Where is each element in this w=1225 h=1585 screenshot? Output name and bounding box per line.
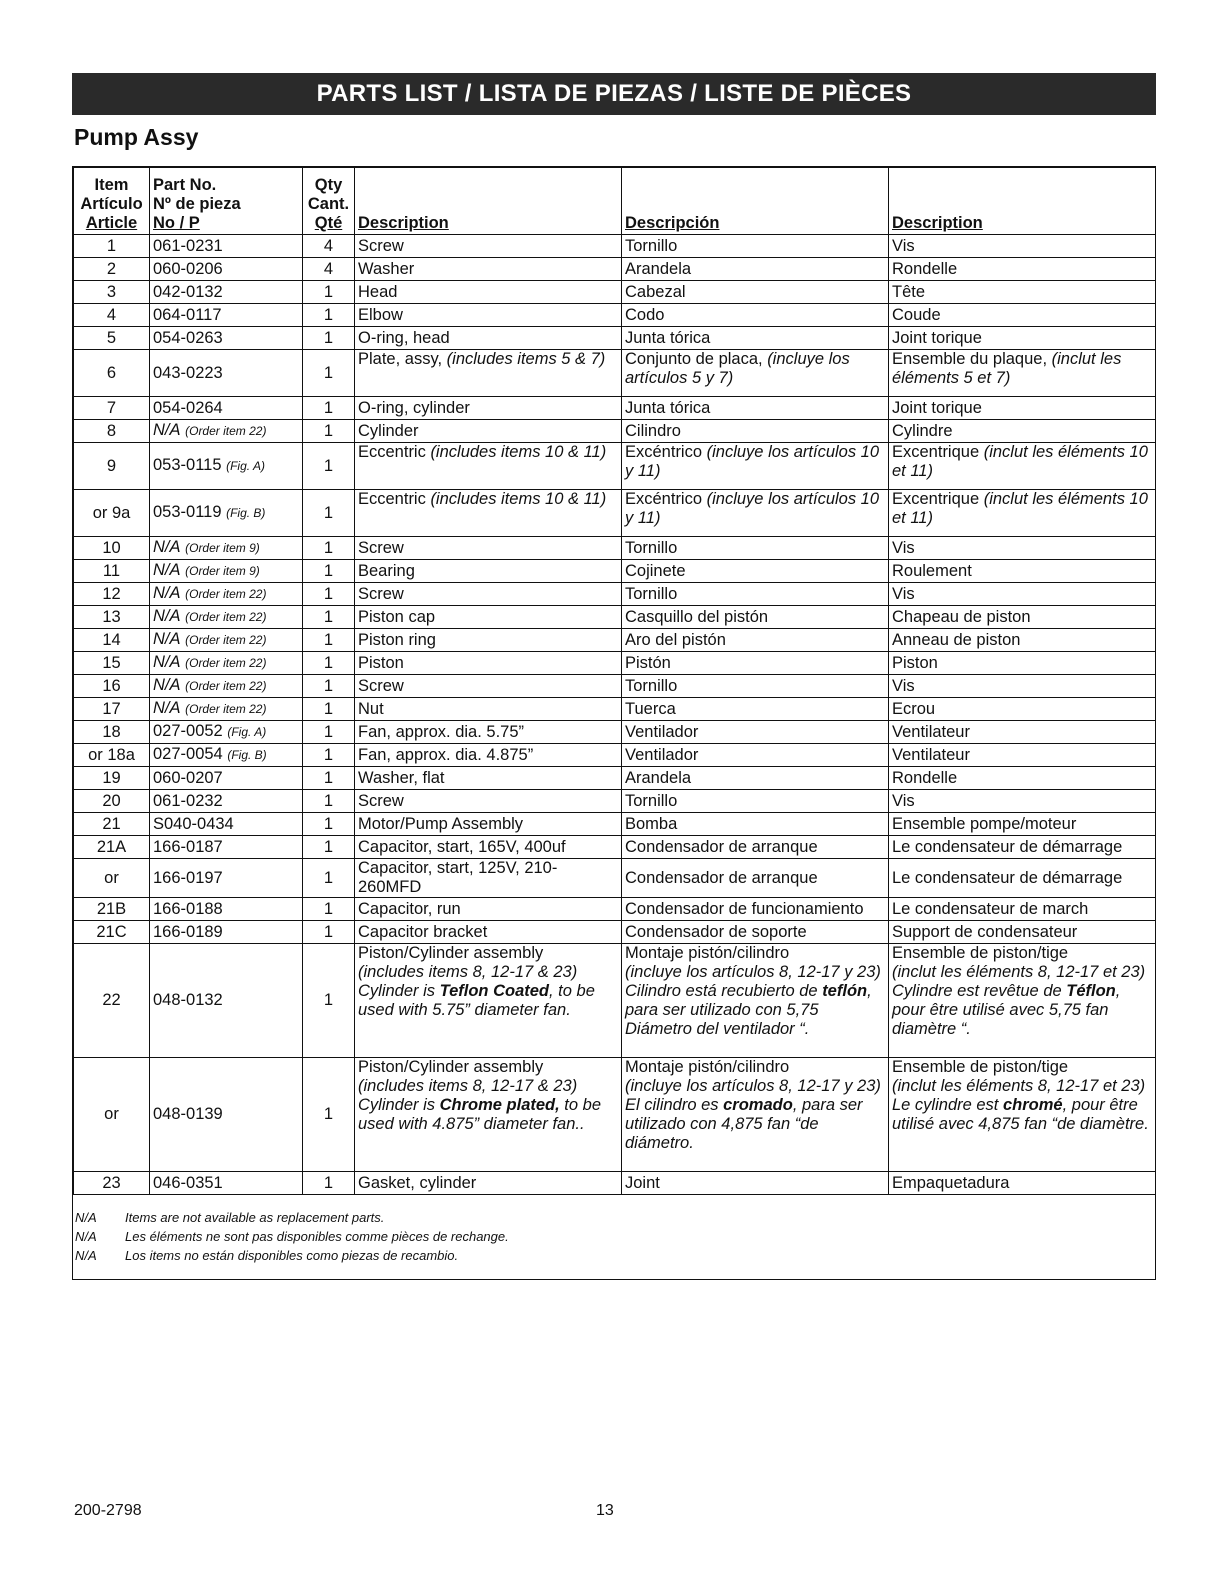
cell-desc-fr: Le condensateur de démarrage <box>889 859 1156 898</box>
cell-part-no: 048-0132 <box>150 944 303 1058</box>
footnote: N/A Les éléments ne sont pas disponibles comme pièces de rechange. <box>75 1229 509 1244</box>
cell-desc-es: Casquillo del pistón <box>622 606 889 629</box>
cell-part-no: 064-0117 <box>150 304 303 327</box>
header-row <box>74 168 1156 235</box>
cell-desc-fr: Excentrique (inclut les éléments 10 et 11) <box>889 443 1156 490</box>
cell-desc-fr: Piston <box>889 652 1156 675</box>
cell-desc-fr: Ecrou <box>889 698 1156 721</box>
doc-number: 200-2798 <box>74 1502 142 1519</box>
header-desc-en: Description <box>355 168 622 235</box>
cell-desc-fr: Support de condensateur <box>889 921 1156 944</box>
cell-part-no: 053-0115 (Fig. A) <box>150 443 303 490</box>
table-row <box>74 675 1156 698</box>
cell-desc-en: Screw <box>355 583 622 606</box>
cell-desc-fr: Anneau de piston <box>889 629 1156 652</box>
cell-item: or 9a <box>74 490 150 537</box>
cell-part-no: 053-0119 (Fig. B) <box>150 490 303 537</box>
table-row <box>74 350 1156 397</box>
cell-desc-es: Ventilador <box>622 721 889 744</box>
cell-qty: 1 <box>303 304 355 327</box>
cell-desc-en: Screw <box>355 235 622 258</box>
cell-part-no: 046-0351 <box>150 1172 303 1195</box>
cell-part-no: 166-0189 <box>150 921 303 944</box>
cell-desc-en: Eccentric (includes items 10 & 11) <box>355 443 622 490</box>
cell-qty: 1 <box>303 859 355 898</box>
cell-desc-en: Screw <box>355 537 622 560</box>
cell-desc-es: Montaje pistón/cilindro (incluye los artículos 8, 12-17 y 23) Cilindro está recubierto de teflón, para ser utilizado con 5,75 Diámetro del ventilador “. <box>622 944 889 1058</box>
cell-desc-en: Screw <box>355 675 622 698</box>
cell-desc-es: Tornillo <box>622 537 889 560</box>
section-title: Pump Assy <box>74 124 199 150</box>
header-part: Part No. Nº de pieza No / P <box>150 168 303 235</box>
cell-desc-en: Nut <box>355 698 622 721</box>
cell-part-no: N/A (Order item 22) <box>150 606 303 629</box>
cell-qty: 1 <box>303 560 355 583</box>
cell-qty: 1 <box>303 721 355 744</box>
banner: PARTS LIST / LISTA DE PIEZAS / LISTE DE PIÈCES <box>72 73 1156 115</box>
cell-qty: 4 <box>303 235 355 258</box>
cell-qty: 1 <box>303 350 355 397</box>
cell-desc-fr: Le condensateur de démarrage <box>889 836 1156 859</box>
cell-qty: 1 <box>303 675 355 698</box>
cell-item: 7 <box>74 397 150 420</box>
cell-item: 21A <box>74 836 150 859</box>
cell-item: 14 <box>74 629 150 652</box>
cell-desc-en: Cylinder <box>355 420 622 443</box>
table-row <box>74 698 1156 721</box>
cell-qty: 1 <box>303 652 355 675</box>
cell-qty: 1 <box>303 767 355 790</box>
table-row <box>74 304 1156 327</box>
cell-desc-fr: Joint torique <box>889 397 1156 420</box>
cell-part-no: 060-0206 <box>150 258 303 281</box>
cell-desc-es: Tornillo <box>622 675 889 698</box>
table-row <box>74 836 1156 859</box>
cell-desc-en: Gasket, cylinder <box>355 1172 622 1195</box>
cell-desc-es: Tuerca <box>622 698 889 721</box>
cell-part-no: 048-0139 <box>150 1058 303 1172</box>
cell-item: 11 <box>74 560 150 583</box>
cell-desc-en: Fan, approx. dia. 5.75” <box>355 721 622 744</box>
table-row <box>74 281 1156 304</box>
table-row <box>74 921 1156 944</box>
cell-item: or <box>74 859 150 898</box>
cell-desc-en: Piston <box>355 652 622 675</box>
cell-desc-es: Cabezal <box>622 281 889 304</box>
cell-qty: 1 <box>303 836 355 859</box>
header-desc-es: Descripción <box>622 168 889 235</box>
cell-desc-fr: Ventilateur <box>889 744 1156 767</box>
table-row <box>74 1172 1156 1195</box>
cell-qty: 1 <box>303 397 355 420</box>
header-qty: Qty Cant. Qté <box>303 168 355 235</box>
cell-part-no: 054-0264 <box>150 397 303 420</box>
cell-part-no: 027-0052 (Fig. A) <box>150 721 303 744</box>
cell-qty: 1 <box>303 921 355 944</box>
footnote: N/A Los items no están disponibles como piezas de recambio. <box>75 1248 459 1263</box>
cell-part-no: N/A (Order item 22) <box>150 629 303 652</box>
cell-desc-es: Condensador de arranque <box>622 859 889 898</box>
cell-item: 21 <box>74 813 150 836</box>
cell-part-no: N/A (Order item 22) <box>150 652 303 675</box>
cell-desc-es: Condensador de soporte <box>622 921 889 944</box>
cell-desc-en: Piston/Cylinder assembly (includes items 8, 12-17 & 23) Cylinder is Chrome plated, to be used with 4.875” diameter fan.. <box>355 1058 622 1172</box>
cell-part-no: 061-0232 <box>150 790 303 813</box>
parts-box <box>72 166 1156 1280</box>
cell-part-no: N/A (Order item 22) <box>150 675 303 698</box>
cell-item: 18 <box>74 721 150 744</box>
table-row <box>74 813 1156 836</box>
cell-desc-es: Bomba <box>622 813 889 836</box>
cell-desc-fr: Vis <box>889 583 1156 606</box>
table-row <box>74 629 1156 652</box>
cell-desc-fr: Vis <box>889 675 1156 698</box>
cell-desc-fr: Joint torique <box>889 327 1156 350</box>
cell-desc-fr: Ensemble de piston/tige (inclut les éléments 8, 12-17 et 23) Cylindre est revêtue de Téflon, pour être utilisé avec 5,75 fan diamètre “. <box>889 944 1156 1058</box>
cell-desc-fr: Tête <box>889 281 1156 304</box>
cell-qty: 1 <box>303 1172 355 1195</box>
table-row <box>74 859 1156 898</box>
cell-desc-fr: Roulement <box>889 560 1156 583</box>
cell-desc-es: Cojinete <box>622 560 889 583</box>
cell-desc-en: Capacitor, run <box>355 898 622 921</box>
cell-qty: 1 <box>303 443 355 490</box>
cell-desc-es: Excéntrico (incluye los artículos 10 y 11) <box>622 443 889 490</box>
cell-qty: 1 <box>303 1058 355 1172</box>
cell-desc-es: Joint <box>622 1172 889 1195</box>
cell-desc-fr: Rondelle <box>889 767 1156 790</box>
cell-item: 20 <box>74 790 150 813</box>
cell-item: 5 <box>74 327 150 350</box>
cell-desc-es: Aro del pistón <box>622 629 889 652</box>
table-row <box>74 420 1156 443</box>
cell-desc-es: Junta tórica <box>622 397 889 420</box>
cell-desc-fr: Vis <box>889 235 1156 258</box>
cell-qty: 1 <box>303 490 355 537</box>
cell-desc-es: Condensador de funcionamiento <box>622 898 889 921</box>
cell-item: 16 <box>74 675 150 698</box>
table-row <box>74 790 1156 813</box>
footnote: N/A Items are not available as replacement parts. <box>75 1210 385 1225</box>
cell-desc-en: Capacitor, start, 165V, 400uf <box>355 836 622 859</box>
table-row <box>74 397 1156 420</box>
cell-desc-es: Montaje pistón/cilindro (incluye los artículos 8, 12-17 y 23) El cilindro es cromado, para ser utilizado con 4,875 fan “de diámetro. <box>622 1058 889 1172</box>
cell-desc-es: Arandela <box>622 258 889 281</box>
cell-desc-es: Cilindro <box>622 420 889 443</box>
cell-qty: 1 <box>303 606 355 629</box>
cell-item: 15 <box>74 652 150 675</box>
cell-qty: 1 <box>303 281 355 304</box>
cell-desc-es: Junta tórica <box>622 327 889 350</box>
table-row <box>74 767 1156 790</box>
cell-item: 6 <box>74 350 150 397</box>
table-row <box>74 235 1156 258</box>
cell-item: 10 <box>74 537 150 560</box>
cell-desc-en: Capacitor, start, 125V, 210-260MFD <box>355 859 622 898</box>
cell-desc-fr: Rondelle <box>889 258 1156 281</box>
cell-item: 21C <box>74 921 150 944</box>
cell-desc-es: Tornillo <box>622 583 889 606</box>
table-row <box>74 744 1156 767</box>
header-desc-fr: Description <box>889 168 1156 235</box>
cell-part-no: 061-0231 <box>150 235 303 258</box>
cell-desc-fr: Empaquetadura <box>889 1172 1156 1195</box>
cell-qty: 1 <box>303 744 355 767</box>
cell-desc-fr: Vis <box>889 537 1156 560</box>
table-row <box>74 944 1156 1058</box>
cell-desc-fr: Vis <box>889 790 1156 813</box>
cell-item: 1 <box>74 235 150 258</box>
cell-part-no: N/A (Order item 22) <box>150 583 303 606</box>
cell-desc-fr: Chapeau de piston <box>889 606 1156 629</box>
cell-item: 12 <box>74 583 150 606</box>
cell-item: 2 <box>74 258 150 281</box>
cell-desc-fr: Ensemble pompe/moteur <box>889 813 1156 836</box>
cell-desc-en: Piston cap <box>355 606 622 629</box>
cell-desc-en: Washer, flat <box>355 767 622 790</box>
cell-desc-es: Conjunto de placa, (incluye los artículos 5 y 7) <box>622 350 889 397</box>
cell-part-no: 042-0132 <box>150 281 303 304</box>
cell-item: 3 <box>74 281 150 304</box>
table-row <box>74 560 1156 583</box>
cell-desc-en: Washer <box>355 258 622 281</box>
cell-qty: 1 <box>303 420 355 443</box>
cell-desc-fr: Le condensateur de march <box>889 898 1156 921</box>
cell-part-no: N/A (Order item 9) <box>150 537 303 560</box>
cell-desc-en: Plate, assy, (includes items 5 & 7) <box>355 350 622 397</box>
cell-desc-en: Elbow <box>355 304 622 327</box>
cell-item: 21B <box>74 898 150 921</box>
cell-desc-en: O-ring, cylinder <box>355 397 622 420</box>
cell-qty: 1 <box>303 698 355 721</box>
cell-part-no: 166-0188 <box>150 898 303 921</box>
cell-part-no: 166-0197 <box>150 859 303 898</box>
cell-desc-fr: Ventilateur <box>889 721 1156 744</box>
cell-item: or <box>74 1058 150 1172</box>
cell-desc-es: Arandela <box>622 767 889 790</box>
page-number: 13 <box>596 1502 614 1519</box>
cell-qty: 1 <box>303 790 355 813</box>
cell-desc-en: Bearing <box>355 560 622 583</box>
table-row <box>74 537 1156 560</box>
cell-desc-fr: Cylindre <box>889 420 1156 443</box>
table-row <box>74 1058 1156 1172</box>
cell-part-no: 054-0263 <box>150 327 303 350</box>
cell-desc-en: Head <box>355 281 622 304</box>
cell-item: 4 <box>74 304 150 327</box>
cell-desc-en: Eccentric (includes items 10 & 11) <box>355 490 622 537</box>
cell-desc-en: Screw <box>355 790 622 813</box>
cell-item: 22 <box>74 944 150 1058</box>
parts-table <box>73 167 1156 1195</box>
cell-desc-es: Ventilador <box>622 744 889 767</box>
table-row <box>74 583 1156 606</box>
cell-part-no: 043-0223 <box>150 350 303 397</box>
cell-item: or 18a <box>74 744 150 767</box>
cell-desc-es: Tornillo <box>622 235 889 258</box>
header-item: Item Artículo Article <box>74 168 150 235</box>
cell-qty: 1 <box>303 629 355 652</box>
cell-part-no: N/A (Order item 22) <box>150 698 303 721</box>
table-row <box>74 721 1156 744</box>
cell-part-no: S040-0434 <box>150 813 303 836</box>
cell-desc-en: Fan, approx. dia. 4.875” <box>355 744 622 767</box>
table-row <box>74 327 1156 350</box>
cell-desc-fr: Ensemble du plaque, (inclut les éléments 5 et 7) <box>889 350 1156 397</box>
cell-qty: 1 <box>303 944 355 1058</box>
cell-desc-es: Tornillo <box>622 790 889 813</box>
cell-desc-fr: Coude <box>889 304 1156 327</box>
cell-item: 23 <box>74 1172 150 1195</box>
cell-part-no: 027-0054 (Fig. B) <box>150 744 303 767</box>
table-row <box>74 443 1156 490</box>
cell-item: 9 <box>74 443 150 490</box>
cell-part-no: N/A (Order item 22) <box>150 420 303 443</box>
cell-desc-es: Pistón <box>622 652 889 675</box>
cell-item: 13 <box>74 606 150 629</box>
cell-desc-en: O-ring, head <box>355 327 622 350</box>
cell-item: 17 <box>74 698 150 721</box>
cell-desc-es: Excéntrico (incluye los artículos 10 y 11) <box>622 490 889 537</box>
cell-qty: 1 <box>303 898 355 921</box>
cell-desc-en: Motor/Pump Assembly <box>355 813 622 836</box>
cell-qty: 4 <box>303 258 355 281</box>
cell-qty: 1 <box>303 537 355 560</box>
footnotes <box>75 1208 509 1265</box>
cell-qty: 1 <box>303 327 355 350</box>
cell-desc-en: Capacitor bracket <box>355 921 622 944</box>
cell-part-no: 166-0187 <box>150 836 303 859</box>
cell-desc-fr: Ensemble de piston/tige (inclut les éléments 8, 12-17 et 23) Le cylindre est chromé, pour être utilisé avec 4,875 fan “de diamètre. <box>889 1058 1156 1172</box>
cell-desc-es: Condensador de arranque <box>622 836 889 859</box>
table-row <box>74 898 1156 921</box>
table-row <box>74 652 1156 675</box>
table-row <box>74 490 1156 537</box>
cell-desc-en: Piston/Cylinder assembly (includes items 8, 12-17 & 23) Cylinder is Teflon Coated, to be used with 5.75” diameter fan. <box>355 944 622 1058</box>
table-row <box>74 606 1156 629</box>
cell-item: 19 <box>74 767 150 790</box>
cell-part-no: N/A (Order item 9) <box>150 560 303 583</box>
cell-desc-fr: Excentrique (inclut les éléments 10 et 11) <box>889 490 1156 537</box>
cell-item: 8 <box>74 420 150 443</box>
table-row <box>74 258 1156 281</box>
cell-desc-es: Codo <box>622 304 889 327</box>
cell-desc-en: Piston ring <box>355 629 622 652</box>
cell-qty: 1 <box>303 813 355 836</box>
cell-part-no: 060-0207 <box>150 767 303 790</box>
cell-qty: 1 <box>303 583 355 606</box>
